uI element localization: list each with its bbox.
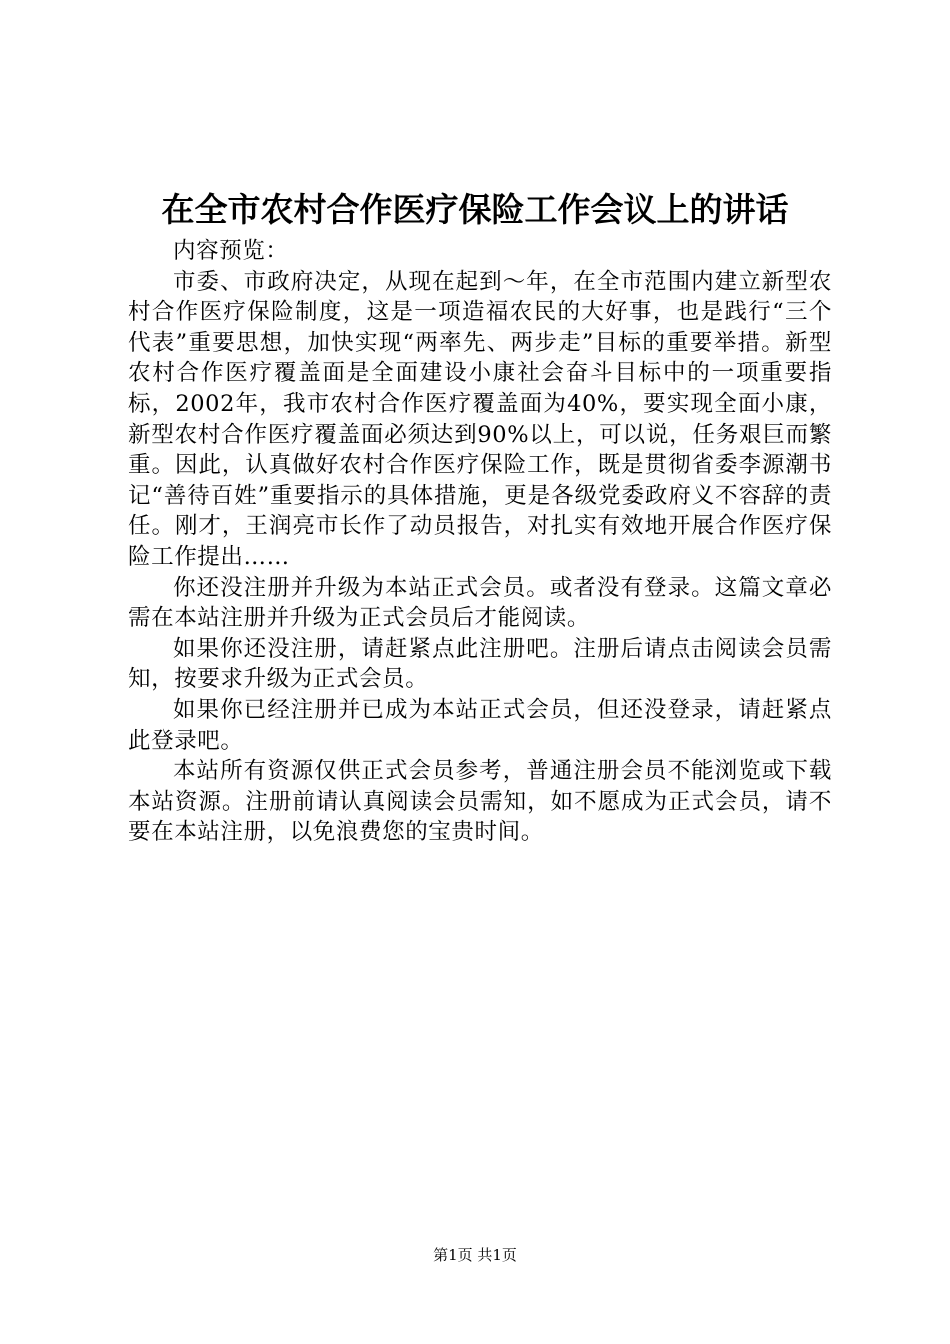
- document-title: 在全市农村合作医疗保险工作会议上的讲话: [161, 190, 789, 229]
- paragraph-membership-notice: 你还没注册并升级为本站正式会员。或者没有登录。这篇文章必需在本站注册并升级为正式会员后才能阅读。: [128, 574, 832, 632]
- document-body: [128, 236, 832, 848]
- page-number-footer: 第1页 共1页: [433, 1246, 517, 1264]
- paragraph-resource-policy: 本站所有资源仅供正式会员参考，普通注册会员不能浏览或下载本站资源。注册前请认真阅读会员需知，如不愿成为正式会员，请不要在本站注册，以免浪费您的宝贵时间。: [128, 758, 832, 846]
- paragraph-login-prompt: 如果你已经注册并已成为本站正式会员，但还没登录，请赶紧点此登录吧。: [128, 696, 832, 754]
- paragraph-register-prompt: 如果你还没注册，请赶紧点此注册吧。注册后请点击阅读会员需知，按要求升级为正式会员。: [128, 635, 832, 693]
- preview-label: 内容预览：: [173, 238, 289, 264]
- paragraph-speech-excerpt: 市委、市政府决定，从现在起到～年，在全市范围内建立新型农村合作医疗保险制度，这是一项造福农民的大好事，也是践行“三个代表”重要思想，加快实现“两率先、两步走”目标的重要举措。新型农村合作医疗覆盖面是全面建设小康社会奋斗目标中的一项重要指标，2002年，我市农村合作医疗覆盖面为40%，要实现全面小康，新型农村合作医疗覆盖面必须达到90%以上，可以说，任务艰巨而繁重。因此，认真做好农村合作医疗保险工作，既是贯彻省委李源潮书记“善待百姓”重要指示的具体措施，更是各级党委政府义不容辞的责任。刚才，王润亮市长作了动员报告，对扎实有效地开展合作医疗保险工作提出……: [128, 268, 832, 570]
